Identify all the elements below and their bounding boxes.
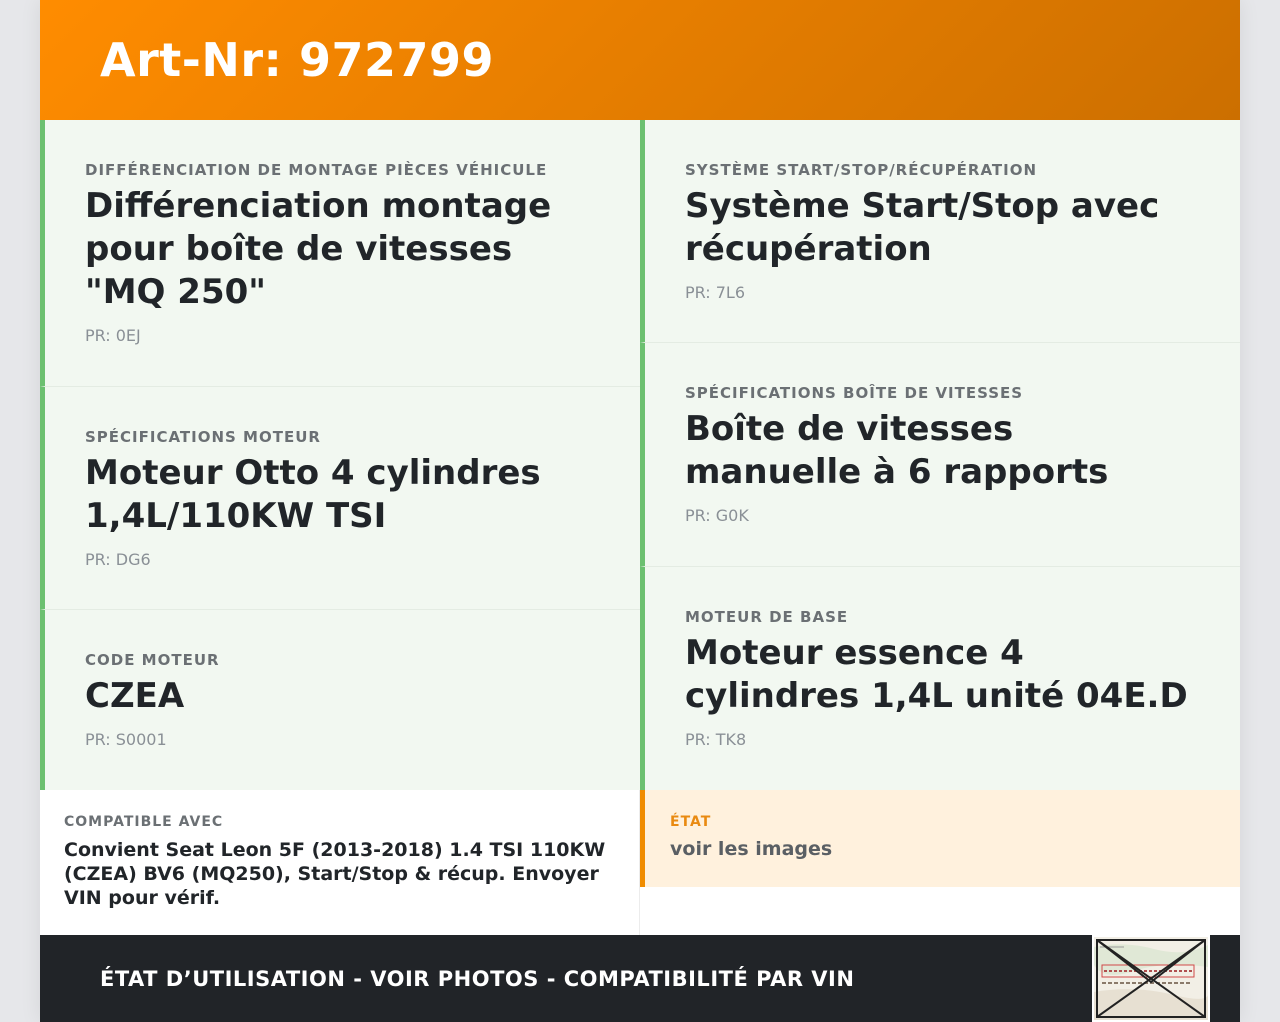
spec-pr-code: PR: G0K xyxy=(685,506,749,525)
footer-bar xyxy=(40,935,1240,1022)
etat-block xyxy=(640,790,1240,887)
lower-section xyxy=(40,790,1240,935)
compatibility-text: Convient Seat Leon 5F (2013-2018) 1.4 TSI 110KW (CZEA) BV6 (MQ250), Start/Stop & récup. Envoyer VIN pour vérif. xyxy=(64,839,606,909)
spec-label: MOTEUR DE BASE xyxy=(685,608,849,626)
spec-value: Moteur essence 4 cylindres 1,4L unité 04E.D xyxy=(685,633,1188,716)
spec-label: SPÉCIFICATIONS BOÎTE DE VITESSES xyxy=(685,384,1024,402)
spec-pr-code: PR: DG6 xyxy=(85,549,151,569)
spec-pr-code: PR: 0EJ xyxy=(85,326,141,345)
header xyxy=(40,0,1240,120)
etat-wrapper xyxy=(640,790,1240,935)
page xyxy=(40,0,1240,1022)
etat-label: ÉTAT xyxy=(670,814,712,830)
label-photo-thumbnail[interactable] xyxy=(1092,935,1210,1022)
spec-card-montage xyxy=(40,120,640,387)
spec-value: CZEA xyxy=(85,676,185,716)
spec-label: DIFFÉRENCIATION DE MONTAGE PIÈCES VÉHICULE xyxy=(85,161,548,179)
spec-value: Boîte de vitesses manuelle à 6 rapports xyxy=(685,409,1109,492)
spec-card-code-moteur xyxy=(40,610,640,790)
label-photo-icon xyxy=(1094,937,1208,1020)
footer-text: ÉTAT D’UTILISATION - VOIR PHOTOS - COMPATIBILITÉ PAR VIN xyxy=(100,966,855,991)
spec-column-right xyxy=(640,120,1240,790)
spec-grid xyxy=(40,120,1240,790)
spec-value: Moteur Otto 4 cylindres 1,4L/110KW TSI xyxy=(85,452,541,536)
spec-card-start-stop xyxy=(640,120,1240,343)
spec-card-moteur xyxy=(40,387,640,610)
spec-pr-code: PR: 7L6 xyxy=(685,282,746,302)
spec-card-moteur-base xyxy=(640,567,1240,790)
spec-label: SPÉCIFICATIONS MOTEUR xyxy=(85,427,321,446)
compatibility-block xyxy=(40,790,640,935)
spec-card-boite xyxy=(640,343,1240,567)
spec-pr-code: PR: S0001 xyxy=(85,730,167,749)
spec-label: CODE MOTEUR xyxy=(85,651,220,669)
etat-text: voir les images xyxy=(670,838,833,860)
spec-column-left xyxy=(40,120,640,790)
spec-pr-code: PR: TK8 xyxy=(685,730,747,749)
article-number-title: Art-Nr: 972799 xyxy=(100,33,495,87)
spec-label: SYSTÈME START/STOP/RÉCUPÉRATION xyxy=(685,160,1038,179)
spec-value: Différenciation montage pour boîte de vitesses "MQ 250" xyxy=(85,186,552,312)
compatibility-label: COMPATIBLE AVEC xyxy=(64,814,224,830)
spec-value: Système Start/Stop avec récupération xyxy=(685,185,1160,269)
